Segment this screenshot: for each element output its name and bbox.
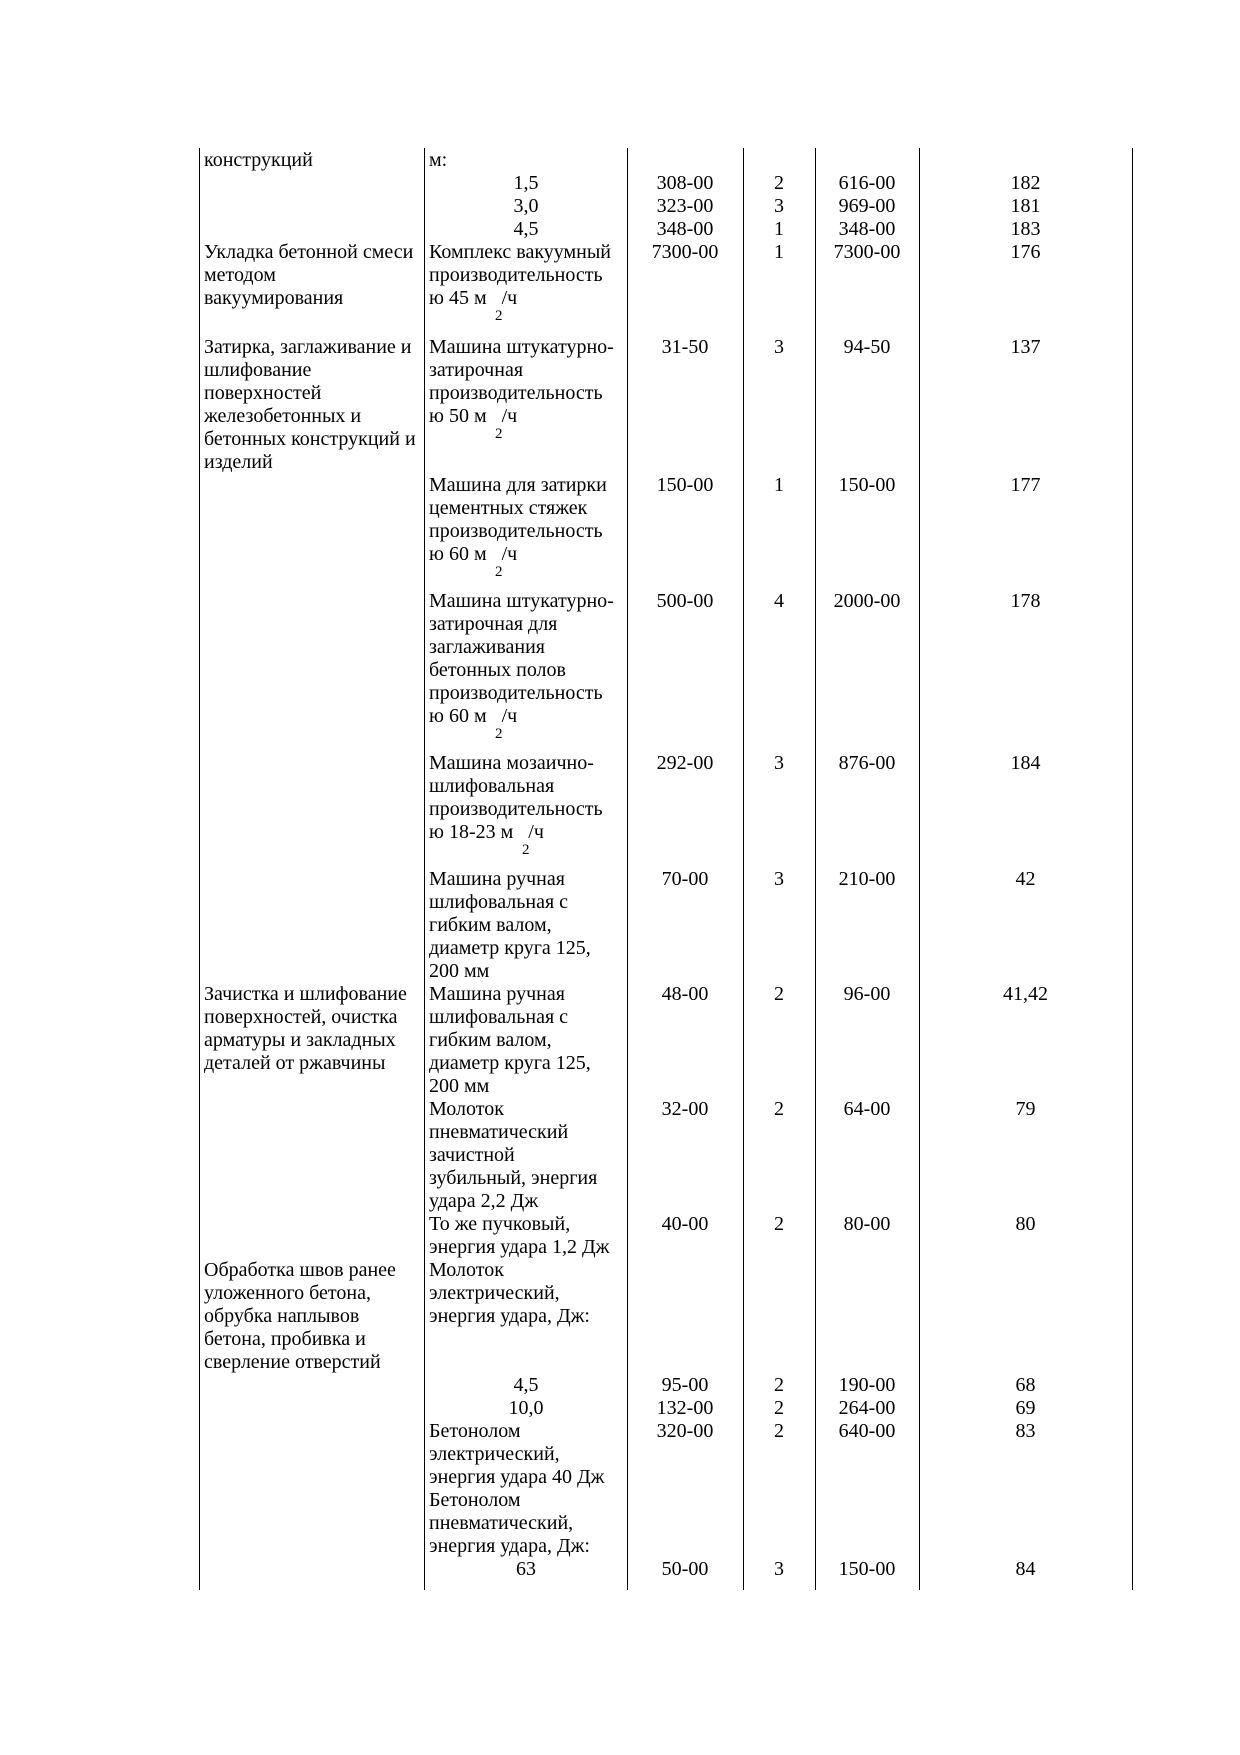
- machine-description-line: удара 2,2 Дж: [429, 1190, 539, 1212]
- machine-description-line: электрический,: [429, 1282, 560, 1304]
- reference-number: 84: [1015, 1558, 1036, 1580]
- machine-description-line: гибким валом,: [429, 1029, 552, 1051]
- machine-description-line: Машина для затирки: [429, 474, 607, 496]
- superscript-square: 2: [495, 426, 503, 442]
- column-rule-right: [1132, 148, 1133, 1590]
- quantity: 1: [774, 241, 784, 263]
- machine-description-line: энергия удара 1,2 Дж: [429, 1236, 610, 1258]
- work-description-line: поверхностей: [204, 382, 322, 404]
- machine-description-line: Машина штукатурно-: [429, 590, 614, 612]
- unit-price: 50-00: [661, 1558, 709, 1580]
- total-cost: 80-00: [843, 1213, 891, 1235]
- column-rule-work-machine: [424, 148, 425, 1590]
- parameter-value: 63: [516, 1558, 536, 1580]
- machine-description-line: Молоток: [429, 1259, 504, 1281]
- machine-description-line: диаметр круга 125,: [429, 937, 591, 959]
- unit-price: 31-50: [661, 336, 709, 358]
- unit-price: 150-00: [656, 474, 714, 496]
- quantity: 1: [774, 218, 784, 240]
- work-description-line: изделий: [204, 451, 273, 473]
- reference-number: 183: [1010, 218, 1041, 240]
- machine-description-line: производительность: [429, 682, 603, 704]
- superscript-square: 2: [495, 726, 503, 742]
- quantity: 3: [774, 336, 784, 358]
- quantity: 3: [774, 868, 784, 890]
- column-rule-left: [199, 148, 200, 1590]
- quantity: 3: [774, 1558, 784, 1580]
- reference-number: 42: [1015, 868, 1036, 890]
- work-description-line: железобетонных и: [204, 405, 362, 427]
- unit-price: 48-00: [661, 983, 709, 1005]
- quantity: 2: [774, 1374, 784, 1396]
- machine-description-line: ю 18-23 м /ч: [429, 821, 544, 843]
- total-cost: 150-00: [838, 1558, 896, 1580]
- total-cost: 969-00: [838, 195, 896, 217]
- machine-description-line: ю 50 м /ч: [429, 405, 518, 427]
- unit-price: 323-00: [656, 195, 714, 217]
- machine-description-line: затирочная для: [429, 613, 558, 635]
- unit-price: 320-00: [656, 1420, 714, 1442]
- unit-price: 32-00: [661, 1098, 709, 1120]
- total-cost: 876-00: [838, 752, 896, 774]
- total-cost: 190-00: [838, 1374, 896, 1396]
- work-description-line: уложенного бетона,: [204, 1282, 371, 1304]
- total-cost: 94-50: [843, 336, 891, 358]
- reference-number: 184: [1010, 752, 1041, 774]
- reference-number: 137: [1010, 336, 1041, 358]
- machine-description-line: шлифовальная: [429, 775, 555, 797]
- machine-description-line: производительность: [429, 520, 603, 542]
- unit-price: 7300-00: [651, 241, 719, 263]
- work-description-line: обрубка наплывов: [204, 1305, 360, 1327]
- work-description-line: Укладка бетонной смеси: [204, 241, 414, 263]
- machine-description-line: производительность: [429, 798, 603, 820]
- total-cost: 640-00: [838, 1420, 896, 1442]
- total-cost: 210-00: [838, 868, 896, 890]
- reference-number: 178: [1010, 590, 1041, 612]
- machine-description-line: гибким валом,: [429, 914, 552, 936]
- work-description-line: бетона, пробивка и: [204, 1328, 366, 1350]
- total-cost: 264-00: [838, 1397, 896, 1419]
- machine-description-line: Машина ручная: [429, 983, 565, 1005]
- unit-price: 70-00: [661, 868, 709, 890]
- machine-description-line: Молоток: [429, 1098, 504, 1120]
- work-description-line: Обработка швов ранее: [204, 1259, 396, 1281]
- reference-number: 181: [1010, 195, 1041, 217]
- quantity: 1: [774, 474, 784, 496]
- machine-description-line: Машина ручная: [429, 868, 565, 890]
- machine-description-line: энергия удара 40 Дж: [429, 1466, 605, 1488]
- machine-description-line: ю 45 м /ч: [429, 287, 518, 309]
- machine-description-line: шлифовальная с: [429, 891, 569, 913]
- work-description: конструкций: [204, 149, 313, 171]
- quantity: 2: [774, 1098, 784, 1120]
- quantity: 4: [774, 590, 784, 612]
- quantity: 2: [774, 172, 784, 194]
- machine-description-line: зубильный, энергия: [429, 1167, 598, 1189]
- work-description-line: вакуумирования: [204, 287, 344, 309]
- unit-price: 292-00: [656, 752, 714, 774]
- machine-description-line: бетонных полов: [429, 659, 566, 681]
- machine-description-line: Бетонолом: [429, 1489, 521, 1511]
- reference-number: 182: [1010, 172, 1041, 194]
- quantity: 2: [774, 1213, 784, 1235]
- quantity: 3: [774, 195, 784, 217]
- quantity: 2: [774, 1397, 784, 1419]
- work-description-line: шлифование: [204, 359, 312, 381]
- parameter-value: 4,5: [513, 1374, 539, 1396]
- machine-description: м:: [429, 149, 448, 171]
- superscript-square: 2: [522, 842, 530, 858]
- machine-description-line: диаметр круга 125,: [429, 1052, 591, 1074]
- machine-description-line: шлифовальная с: [429, 1006, 569, 1028]
- total-cost: 7300-00: [833, 241, 901, 263]
- total-cost: 150-00: [838, 474, 896, 496]
- total-cost: 616-00: [838, 172, 896, 194]
- machine-description-line: пневматический: [429, 1121, 569, 1143]
- work-description-line: сверление отверстий: [204, 1351, 381, 1373]
- machine-description-line: Комплекс вакуумный: [429, 241, 612, 263]
- machine-description-line: заглаживания: [429, 636, 546, 658]
- reference-number: 176: [1010, 241, 1041, 263]
- machine-description-line: Машина мозаично-: [429, 752, 594, 774]
- work-description-line: Затирка, заглаживание и: [204, 336, 412, 358]
- total-cost: 64-00: [843, 1098, 891, 1120]
- unit-price: 95-00: [661, 1374, 709, 1396]
- machine-description-line: энергия удара, Дж:: [429, 1305, 590, 1327]
- unit-price: 348-00: [656, 218, 714, 240]
- machine-description-line: электрический,: [429, 1443, 560, 1465]
- work-description-line: Зачистка и шлифование: [204, 983, 407, 1005]
- parameter-value: 10,0: [508, 1397, 544, 1419]
- unit-price: 500-00: [656, 590, 714, 612]
- reference-number: 80: [1015, 1213, 1036, 1235]
- total-cost: 2000-00: [833, 590, 901, 612]
- machine-description-line: Машина штукатурно-: [429, 336, 614, 358]
- machine-description-line: затирочная: [429, 359, 524, 381]
- reference-number: 83: [1015, 1420, 1036, 1442]
- machine-description-line: производительность: [429, 264, 603, 286]
- machine-description-line: энергия удара, Дж:: [429, 1535, 590, 1557]
- reference-number: 79: [1015, 1098, 1036, 1120]
- superscript-square: 2: [495, 308, 503, 324]
- unit-price: 308-00: [656, 172, 714, 194]
- machine-description-line: ю 60 м /ч: [429, 543, 518, 565]
- machine-description-line: То же пучковый,: [429, 1213, 571, 1235]
- quantity: 3: [774, 752, 784, 774]
- unit-price: 40-00: [661, 1213, 709, 1235]
- machine-description-line: 200 мм: [429, 1075, 490, 1097]
- reference-number: 68: [1015, 1374, 1036, 1396]
- work-description-line: деталей от ржавчины: [204, 1052, 386, 1074]
- reference-number: 177: [1010, 474, 1041, 496]
- work-description-line: бетонных конструкций и: [204, 428, 416, 450]
- machine-description-line: цементных стяжек: [429, 497, 588, 519]
- parameter-value: 3,0: [513, 195, 539, 217]
- parameter-value: 4,5: [513, 218, 539, 240]
- machine-description-line: пневматический,: [429, 1512, 574, 1534]
- superscript-square: 2: [495, 564, 503, 580]
- machine-description-line: зачистной: [429, 1144, 515, 1166]
- work-description-line: поверхностей, очистка: [204, 1006, 398, 1028]
- reference-number: 69: [1015, 1397, 1036, 1419]
- total-cost: 348-00: [838, 218, 896, 240]
- quantity: 2: [774, 983, 784, 1005]
- machine-description-line: ю 60 м /ч: [429, 705, 518, 727]
- work-description-line: методом: [204, 264, 276, 286]
- work-description-line: арматуры и закладных: [204, 1029, 396, 1051]
- machine-description-line: 200 мм: [429, 960, 490, 982]
- reference-number: 41,42: [1003, 983, 1048, 1005]
- total-cost: 96-00: [843, 983, 891, 1005]
- quantity: 2: [774, 1420, 784, 1442]
- unit-price: 132-00: [656, 1397, 714, 1419]
- machine-description-line: Бетонолом: [429, 1420, 521, 1442]
- machine-description-line: производительность: [429, 382, 603, 404]
- parameter-value: 1,5: [513, 172, 539, 194]
